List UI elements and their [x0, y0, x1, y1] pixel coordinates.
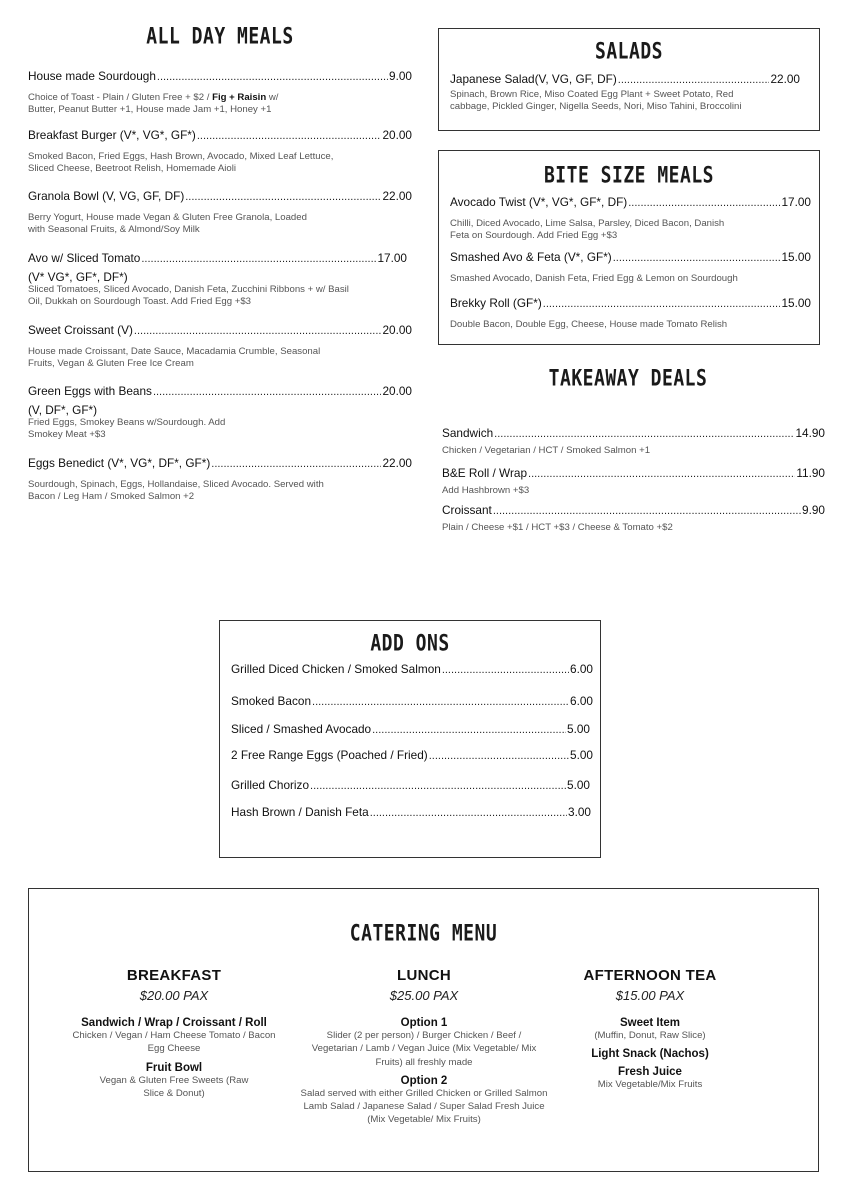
dot-leader — [493, 505, 801, 517]
catering-afternoon-tea-option-desc: (Muffin, Donut, Raw Slice) — [594, 1030, 706, 1041]
all-day-meals-section — [28, 23, 412, 503]
menu-item-sourdough — [28, 69, 412, 116]
item-price: 22.00 — [382, 456, 412, 470]
item-name: Breakfast Burger (V*, VG*, GF*) — [28, 128, 196, 142]
dot-leader — [528, 468, 795, 480]
catering-afternoon-tea-option: Light Snack (Nachos) — [591, 1048, 709, 1061]
item-name: 2 Free Range Eggs (Poached / Fried) — [231, 748, 428, 762]
dot-leader — [153, 386, 382, 398]
item-description: Sourdough, Spinach, Eggs, Hollandaise, Sliced Avocado. Served with Bacon / Leg Ham / Smoked Salmon +2 — [28, 479, 324, 503]
catering-lunch-option: Option 1 — [400, 1017, 448, 1029]
item-name: Hash Brown / Danish Feta — [231, 805, 369, 819]
dot-leader — [429, 750, 569, 762]
catering-afternoon-tea-title: AFTERNOON TEA — [583, 967, 717, 984]
item-name: Croissant — [442, 503, 492, 517]
item-price: 17.00 — [377, 251, 407, 265]
menu-item-croissant — [442, 503, 825, 534]
takeaway-deals-section — [442, 365, 826, 533]
menu-item-be-roll-wrap — [442, 466, 825, 497]
menu-item-granola-bowl — [28, 189, 412, 236]
salads-title: SALADS — [594, 38, 664, 65]
all-day-meals-title: ALL DAY MEALS — [146, 23, 294, 50]
item-description: Berry Yogurt, House made Vegan & Gluten Free Granola, Loaded with Seasonal Fruits, & Almond/Soy Milk — [28, 212, 307, 236]
item-description: Plain / Cheese +$1 / HCT +$3 / Cheese & Tomato +$2 — [442, 522, 673, 533]
item-name: Smashed Avo & Feta (V*, GF*) — [450, 250, 612, 264]
item-name: Avocado Twist (V*, VG*, GF*, DF) — [450, 195, 628, 209]
dot-leader — [372, 724, 566, 736]
item-name: Eggs Benedict (V*, VG*, DF*, GF*) — [28, 456, 211, 470]
item-description: Smashed Avocado, Danish Feta, Fried Egg & Lemon on Sourdough — [450, 273, 738, 284]
item-description: Double Bacon, Double Egg, Cheese, House made Tomato Relish — [450, 319, 728, 330]
add-on-item — [231, 748, 593, 762]
dot-leader — [618, 74, 770, 86]
item-name: House made Sourdough — [28, 69, 156, 83]
catering-breakfast-option: Sandwich / Wrap / Croissant / Roll — [81, 1017, 267, 1029]
dot-leader — [628, 197, 780, 209]
item-price: 9.00 — [389, 69, 412, 83]
item-dietary-tags: (V, DF*, GF*) — [28, 403, 98, 417]
item-price: 17.00 — [781, 195, 811, 209]
item-name: Grilled Chorizo — [231, 778, 310, 792]
catering-breakfast-price: $20.00 PAX — [139, 988, 209, 1003]
catering-breakfast-column — [59, 967, 289, 1100]
add-ons-title: ADD ONS — [370, 630, 450, 657]
catering-breakfast-title: BREAKFAST — [126, 967, 222, 984]
dot-leader — [370, 807, 567, 819]
menu-item-sandwich — [442, 426, 825, 457]
dot-leader — [494, 428, 794, 440]
item-description: Chicken / Vegetarian / HCT / Smoked Salmon +1 — [442, 445, 651, 456]
dot-leader — [134, 325, 382, 337]
catering-afternoon-tea-option-desc: Mix Vegetable/Mix Fruits — [597, 1079, 703, 1091]
add-on-item — [231, 662, 593, 676]
item-name: Green Eggs with Beans — [28, 384, 152, 398]
item-price: 3.00 — [568, 805, 591, 819]
menu-item-smashed-avo-feta — [450, 250, 811, 285]
menu-item-sweet-croissant — [28, 323, 412, 370]
item-price: 6.00 — [570, 694, 593, 708]
catering-breakfast-option-desc: Vegan & Gluten Free Sweets (Raw Slice & Donut) — [99, 1074, 249, 1099]
catering-afternoon-tea-column — [557, 967, 743, 1092]
catering-lunch-option-desc: Salad served with either Grilled Chicken or Grilled Salmon Lamb Salad / Japanese Salad / Super Salad Fresh Juice (Mix Vegetable/ Mix Fruits) — [300, 1087, 548, 1126]
catering-afternoon-tea-price: $15.00 PAX — [615, 988, 685, 1003]
item-price: 20.00 — [382, 384, 412, 398]
catering-breakfast-option-desc: Chicken / Vegan / Ham Cheese Tomato / Bacon Egg Cheese — [72, 1030, 276, 1055]
item-dietary-tags: (V* VG*, GF*, DF*) — [28, 270, 128, 284]
item-name: Smoked Bacon — [231, 694, 312, 708]
item-name: Sandwich — [442, 426, 494, 440]
catering-lunch-option: Option 2 — [400, 1074, 448, 1087]
menu-item-brekky-roll — [450, 296, 811, 331]
item-description: Add Hashbrown +$3 — [442, 485, 530, 496]
dot-leader — [613, 252, 781, 264]
item-price: 15.00 — [781, 296, 811, 310]
item-price: 11.90 — [796, 466, 825, 480]
item-name: B&E Roll / Wrap — [442, 466, 528, 480]
item-price: 5.00 — [570, 748, 593, 762]
takeaway-deals-title: TAKEAWAY DEALS — [548, 365, 708, 392]
item-price: 14.90 — [795, 426, 825, 440]
item-description: Choice of Toast - Plain / Gluten Free + $2 / Fig + Raisin w/ Butter, Peanut Butter +1, House made Jam +1, Honey +1 — [28, 92, 279, 116]
dot-leader — [310, 780, 566, 792]
item-price: 9.90 — [802, 503, 825, 517]
menu-item-avo-sliced-tomato — [28, 251, 412, 308]
dot-leader — [211, 458, 381, 470]
catering-afternoon-tea-option: Fresh Juice — [618, 1066, 682, 1079]
item-name: Brekky Roll (GF*) — [450, 296, 542, 310]
catering-lunch-title: LUNCH — [397, 967, 451, 984]
catering-menu-title: CATERING MENU — [349, 920, 498, 947]
item-name: Sliced / Smashed Avocado — [231, 722, 372, 736]
item-name: Avo w/ Sliced Tomato — [28, 251, 141, 265]
item-price: 6.00 — [570, 662, 593, 676]
item-name: Japanese Salad(V, VG, GF, DF) — [450, 72, 617, 86]
item-description: Spinach, Brown Rice, Miso Coated Egg Plant + Sweet Potato, Red cabbage, Pickled Ginger, Nigella Seeds, Nori, Miso Tahini, Broccolini — [450, 89, 742, 113]
item-name: Grilled Diced Chicken / Smoked Salmon — [231, 662, 441, 676]
add-on-item — [231, 694, 593, 708]
item-description: Chilli, Diced Avocado, Lime Salsa, Parsley, Diced Bacon, Danish Feta on Sourdough. Add Fried Egg +$3 — [450, 218, 725, 242]
menu-item-eggs-benedict — [28, 456, 412, 503]
item-price: 5.00 — [567, 722, 590, 736]
item-price: 22.00 — [382, 189, 412, 203]
item-description: Fried Eggs, Smokey Beans w/Sourdough. Add Smokey Meat +$3 — [28, 417, 226, 441]
add-on-item — [231, 722, 590, 736]
add-on-item — [231, 805, 591, 819]
item-price: 20.00 — [382, 323, 412, 337]
bite-size-meals-box — [438, 150, 820, 345]
add-ons-box — [219, 620, 601, 858]
dot-leader — [141, 253, 376, 265]
dot-leader — [312, 696, 569, 708]
catering-lunch-column — [295, 967, 553, 1127]
menu-item-avocado-twist — [450, 195, 811, 242]
item-price: 5.00 — [567, 778, 590, 792]
dot-leader — [157, 71, 388, 83]
dot-leader — [185, 191, 381, 203]
menu-item-japanese-salad — [450, 72, 800, 113]
catering-breakfast-option: Fruit Bowl — [145, 1061, 203, 1074]
dot-leader — [543, 298, 781, 310]
item-name: Sweet Croissant (V) — [28, 323, 133, 337]
bite-size-meals-title: BITE SIZE MEALS — [543, 162, 715, 189]
item-name: Granola Bowl (V, VG, GF, DF) — [28, 189, 185, 203]
item-price: 20.00 — [382, 128, 412, 142]
item-price: 22.00 — [770, 72, 800, 86]
catering-lunch-price: $25.00 PAX — [389, 988, 459, 1003]
menu-item-green-eggs-beans — [28, 384, 412, 441]
salads-box — [438, 28, 820, 131]
menu-item-breakfast-burger — [28, 128, 412, 175]
catering-menu-box — [28, 888, 819, 1172]
item-price: 15.00 — [781, 250, 811, 264]
item-description: House made Croissant, Date Sauce, Macadamia Crumble, Seasonal Fruits, Vegan & Gluten Free Ice Cream — [28, 346, 321, 370]
catering-lunch-option-desc: Slider (2 per person) / Burger Chicken / Beef / Vegetarian / Lamb / Vegan Juice (Mix Vegetable/ Mix Fruits) all freshly made — [311, 1030, 537, 1068]
add-on-item — [231, 778, 590, 792]
catering-afternoon-tea-option: Sweet Item — [619, 1017, 681, 1029]
dot-leader — [442, 664, 569, 676]
item-description: Smoked Bacon, Fried Eggs, Hash Brown, Avocado, Mixed Leaf Lettuce, Sliced Cheese, Beetroot Relish, Homemade Aioli — [28, 151, 334, 175]
dot-leader — [197, 130, 382, 142]
item-description: Sliced Tomatoes, Sliced Avocado, Danish Feta, Zucchini Ribbons + w/ Basil Oil, Dukkah on Sourdough Toast. Add Fried Egg +$3 — [28, 284, 349, 308]
